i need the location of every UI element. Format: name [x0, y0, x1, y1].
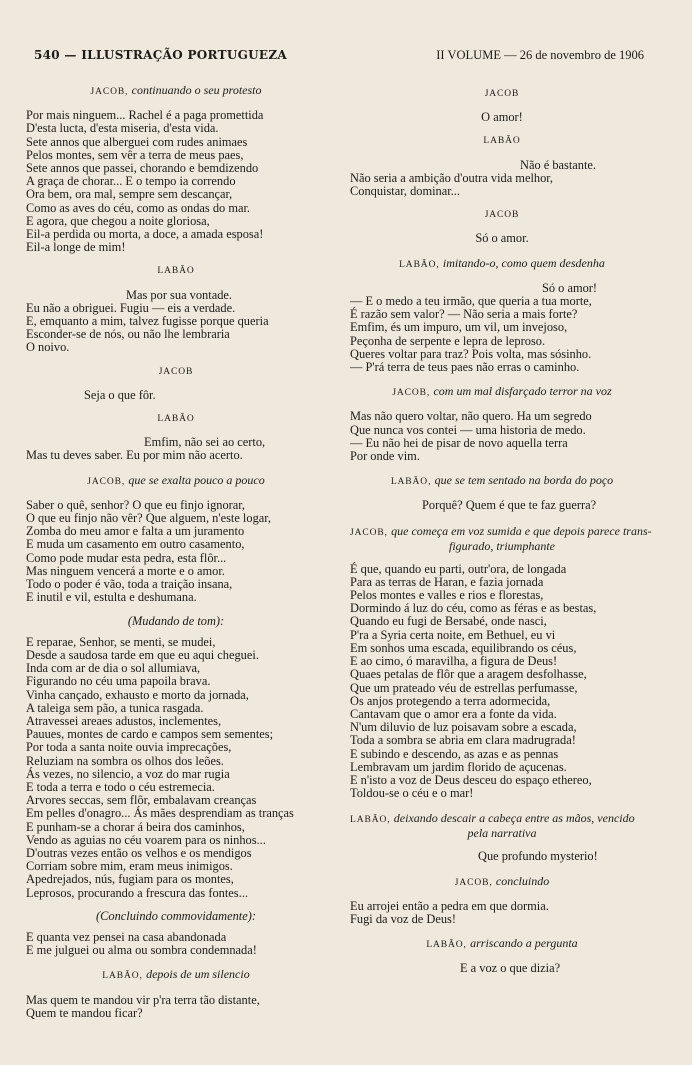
verse-block: [350, 563, 654, 801]
speaker-heading: [26, 968, 326, 983]
verse-line: Porquê? Quem é que te faz guerra?: [422, 498, 597, 513]
speaker-name: LABÃO,: [350, 815, 391, 826]
verse-line: Em pelles d'onagro... Ás mães desprendiam as tranças: [26, 806, 294, 821]
verse-line: Vendo as aguias no céu voarem para os ninhos...: [26, 832, 266, 847]
speaker-name: LABÃO,: [426, 940, 467, 951]
verse-line: — Eu não hei de pisar de novo aquella terra: [350, 435, 568, 450]
speaker-heading: [26, 474, 326, 489]
verse-line: Eil-a longe de mim!: [26, 240, 126, 255]
speaker-heading: [350, 525, 654, 553]
verse-line: Que nunca vos contei — uma historia de medo.: [350, 422, 586, 437]
verse-line: E quanta vez pensei na casa abandonada: [26, 929, 227, 944]
verse-line: Emfim, és um impuro, um vil, um invejoso,: [350, 320, 568, 335]
verse-line: Vinha cançado, exhausto e morto da jornada,: [26, 687, 249, 702]
verse-line: D'esta lucta, d'esta miseria, d'esta vida.: [26, 121, 219, 136]
running-header: [34, 48, 644, 66]
verse-block: [350, 900, 654, 926]
stage-direction-continued: figurado, triumphante: [448, 538, 555, 553]
stage-direction: (Concluindo commovidamente):: [95, 908, 256, 923]
verse-line: Conquistar, dominar...: [350, 184, 460, 199]
speaker-name: JACOB,: [454, 877, 493, 888]
verse-line: Reluziam na sombra os olhos dos leões.: [26, 753, 224, 768]
verse-line: Mas quem te mandou vir p'ra terra tão distante,: [26, 992, 260, 1007]
speaker-name: LABÃO,: [399, 259, 440, 270]
verse-line: Leprosos, procurando a frescura das fontes...: [26, 885, 248, 900]
speaker-heading: [350, 257, 654, 272]
speaker-heading: LABÃO: [157, 414, 195, 425]
verse-line: Cantavam que o amor era a fonte da vida.: [350, 706, 557, 721]
verse-line: E a voz o que dizia?: [460, 961, 561, 976]
stage-direction: imitando-o, como quem desdenha: [442, 255, 605, 270]
verse-block: [26, 499, 326, 605]
stage-direction: arriscando a pergunta: [470, 936, 578, 951]
verse-line: E reparae, Senhor, se menti, se mudei,: [26, 634, 216, 649]
stage-direction: com um mal disfarçado terror na voz: [433, 384, 612, 399]
verse-line: Desde a saudosa tarde em que eu aqui cheguei.: [26, 647, 259, 662]
header-volume-date: II VOLUME — 26 de novembro de 1906: [436, 48, 644, 62]
verse-line: Seja o que fôr.: [84, 387, 156, 402]
speaker-name: LABÃO,: [390, 477, 432, 488]
verse-block: [350, 410, 654, 463]
verse-line: Todo o poder é vão, toda a traição insana,: [26, 577, 233, 592]
verse-line: Em sonhos uma escada, equilibrando os céus,: [350, 640, 577, 655]
verse-line: Por toda a santa noite ouvia imprecações,: [26, 740, 232, 755]
verse-line: Corriam sobre mim, eram meus inimigos.: [26, 859, 233, 874]
speaker-heading: JACOB: [484, 89, 520, 99]
speaker-name: JACOB,: [392, 388, 431, 399]
verse-line: Toda a sombra se abria em clara madrugrada!: [350, 733, 576, 748]
stage-direction: deixando descair a cabeça entre as mãos, vencido: [393, 811, 635, 826]
verse-block: [26, 109, 326, 254]
speaker-heading: LABÃO: [157, 266, 195, 277]
speaker-name: LABÃO,: [102, 971, 143, 982]
verse-line: Figurando no céu uma papoila brava.: [26, 674, 211, 689]
verse-block: [26, 289, 326, 355]
verse-block: [350, 282, 654, 374]
stage-direction: que se tem sentado na borda do poço: [434, 473, 614, 488]
verse-line: Só o amor!: [542, 280, 598, 295]
verse-line: Pelos montes e valles e rios e florestas,: [350, 588, 544, 603]
verse-line: Só o amor.: [475, 231, 529, 246]
header-page-title: 540 — ILLUSTRAÇÃO PORTUGUEZA: [34, 48, 288, 62]
verse-line: Mas não quero voltar, não quero. Ha um segredo: [350, 409, 592, 424]
verse-line: O noivo.: [26, 340, 70, 355]
verse-line: A graça de chorar... E o tempo ia correndo: [26, 174, 236, 189]
speaker-name: JACOB,: [350, 527, 388, 538]
speaker-heading: [350, 385, 654, 400]
right-column: [350, 81, 654, 976]
verse-line: E toda a terra e todo o céu estremecia.: [26, 779, 215, 794]
verse-line: Não seria a ambição d'outra vida melhor,: [350, 170, 554, 185]
speaker-name: JACOB,: [87, 476, 126, 487]
verse-line: Lembravam um jardim florido de açucenas.: [350, 759, 567, 774]
verse-block: [26, 994, 326, 1020]
speaker-name: JACOB,: [90, 87, 129, 97]
verse-line: Quando eu fugi de Bersabé, onde nasci,: [350, 614, 547, 629]
speaker-heading: [350, 812, 654, 840]
verse-line: E me julguei ou alma ou sombra condemnada!: [26, 943, 257, 958]
verse-line: Queres voltar para traz? Pois volta, mas sósinho.: [350, 346, 592, 361]
left-column: [26, 81, 326, 1020]
verse-line: Arvores seccas, sem flôr, embalavam creanças: [26, 793, 257, 808]
verse-line: Apedrejados, nús, fugiam para os montes,: [26, 872, 234, 887]
verse-line: Mas por sua vontade.: [126, 287, 232, 302]
verse-line: — E o medo a teu irmão, que queria a tua morte,: [350, 294, 592, 309]
verse-line: Que um prateado véu de estrellas perfumasse,: [350, 680, 578, 695]
verse-line: Sete annos que alberguei com rudes animaes: [26, 134, 248, 149]
speaker-heading: [350, 474, 654, 489]
verse-line: Quem te mandou ficar?: [26, 1005, 143, 1020]
stage-direction-continued: pela narrativa: [467, 826, 537, 841]
verse-line: E inutil e vil, estulta e deshumana.: [26, 590, 197, 605]
verse-line: Emfim, não sei ao certo,: [144, 435, 266, 450]
verse-line: E n'isto a voz de Deus desceu do espaço ethereo,: [350, 772, 592, 787]
verse-line: Zomba do meu amor e falta a um juramento: [26, 524, 245, 539]
verse-line: E agora, que chegou a noite gloriosa,: [26, 213, 210, 228]
verse-line: Eu arrojei então a pedra em que dormia.: [350, 898, 549, 913]
verse-block: [26, 436, 326, 462]
verse-line: Ora bem, ora mal, sempre sem descançar,: [26, 187, 233, 202]
speaker-heading: [350, 937, 654, 952]
verse-line: É razão sem valor? — Não seria a mais forte?: [350, 307, 578, 322]
verse-line: E muda um casamento em outro casamento,: [26, 537, 245, 552]
stage-direction: continuando o seu protesto: [131, 83, 262, 97]
speaker-heading: [26, 84, 326, 99]
verse-line: O amor!: [481, 110, 523, 125]
verse-line: Pauues, montes de cardo e campos sem sementes;: [26, 727, 274, 742]
verse-line: Para as terras de Haran, e fazia jornada: [350, 574, 544, 589]
speaker-heading: LABÃO: [483, 136, 521, 147]
verse-line: Como pode mudar esta pedra, esta flôr...: [26, 550, 227, 565]
speaker-heading: [350, 875, 654, 890]
verse-line: P'ra a Syria certa noite, em Bethuel, eu vi: [350, 627, 556, 642]
verse-block: [26, 636, 326, 900]
verse-line: Por onde vim.: [350, 449, 420, 464]
stage-direction: que começa em voz sumida e que depois parece trans-: [391, 523, 652, 538]
speaker-heading: JACOB: [158, 366, 194, 377]
verse-line: O que eu finjo não vêr? Que alguem, n'este logar,: [26, 511, 271, 526]
verse-line: Sete annos que passei, chorando e bemdizendo: [26, 161, 259, 176]
verse-line: Eil-a perdida ou morta, a doce, a amada esposa!: [26, 227, 264, 242]
stage-direction: depois de um silencio: [146, 967, 250, 982]
verse-line: Quaes petalas de flôr que a aragem desfolhasse,: [350, 667, 587, 682]
verse-line: Ás vezes, no silencio, a voz do mar rugia: [26, 766, 230, 781]
verse-line: — P'rá terra de teus paes não erras o caminho.: [350, 360, 580, 375]
verse-line: N'um diluvio de luz poisavam sobre a escada,: [350, 720, 577, 735]
verse-line: E, emquanto a mim, talvez fugisse porque queria: [26, 314, 269, 329]
verse-line: E subindo e descendo, as azas e as pennas: [350, 746, 559, 761]
verse-block: [26, 931, 326, 957]
verse-line: Não é bastante.: [520, 157, 597, 172]
verse-line: Pelos montes, sem vêr a terra de meus paes,: [26, 147, 244, 162]
verse-line: E punham-se a chorar á beira dos caminhos,: [26, 819, 245, 834]
verse-line: Como as aves do céu, como as ondas do mar.: [26, 200, 251, 215]
verse-line: Saber o quê, senhor? O que eu finjo ignorar,: [26, 497, 246, 512]
verse-line: A taleiga sem pão, a tunica rasgada.: [26, 700, 204, 715]
verse-line: Os anjos protegendo a terra adormecida,: [350, 693, 551, 708]
verse-line: Eu não a obriguei. Fugiu — eis a verdade.: [26, 300, 236, 315]
verse-line: Por mais ninguem... Rachel é a paga promettida: [26, 108, 264, 123]
verse-line: Dormindo á luz do céu, como as féras e as bestas,: [350, 601, 597, 616]
verse-line: Inda com ar de dia o sol allumiava,: [26, 661, 201, 676]
speaker-heading: JACOB: [484, 210, 520, 221]
verse-line: Fugi da voz de Deus!: [350, 911, 456, 926]
verse-line: E ao cimo, ó maravilha, a figura de Deus!: [350, 654, 558, 669]
verse-line: Esconder-se de nós, ou não lhe lembraria: [26, 327, 230, 342]
verse-line: D'outras vezes então os velhos e os mendigos: [26, 845, 252, 860]
verse-line: Que profundo mysterio!: [478, 849, 598, 864]
stage-direction: concluindo: [495, 873, 550, 888]
verse-line: Mas tu deves saber. Eu por mim não acerto.: [26, 448, 243, 463]
verse-line: Toldou-se o céu e o mar!: [350, 786, 474, 801]
stage-direction: (Mudando de tom):: [127, 613, 225, 628]
verse-block: [350, 159, 654, 199]
stage-direction: que se exalta pouco a pouco: [128, 472, 265, 487]
verse-line: Mas ninguem vencerá a morte e o amor.: [26, 563, 225, 578]
verse-line: Peçonha de serpente e lepra de leproso.: [350, 333, 546, 348]
verse-line: Atravessei areaes adustos, inclementes,: [26, 713, 222, 728]
verse-line: É que, quando eu parti, outr'ora, de longada: [350, 561, 567, 576]
